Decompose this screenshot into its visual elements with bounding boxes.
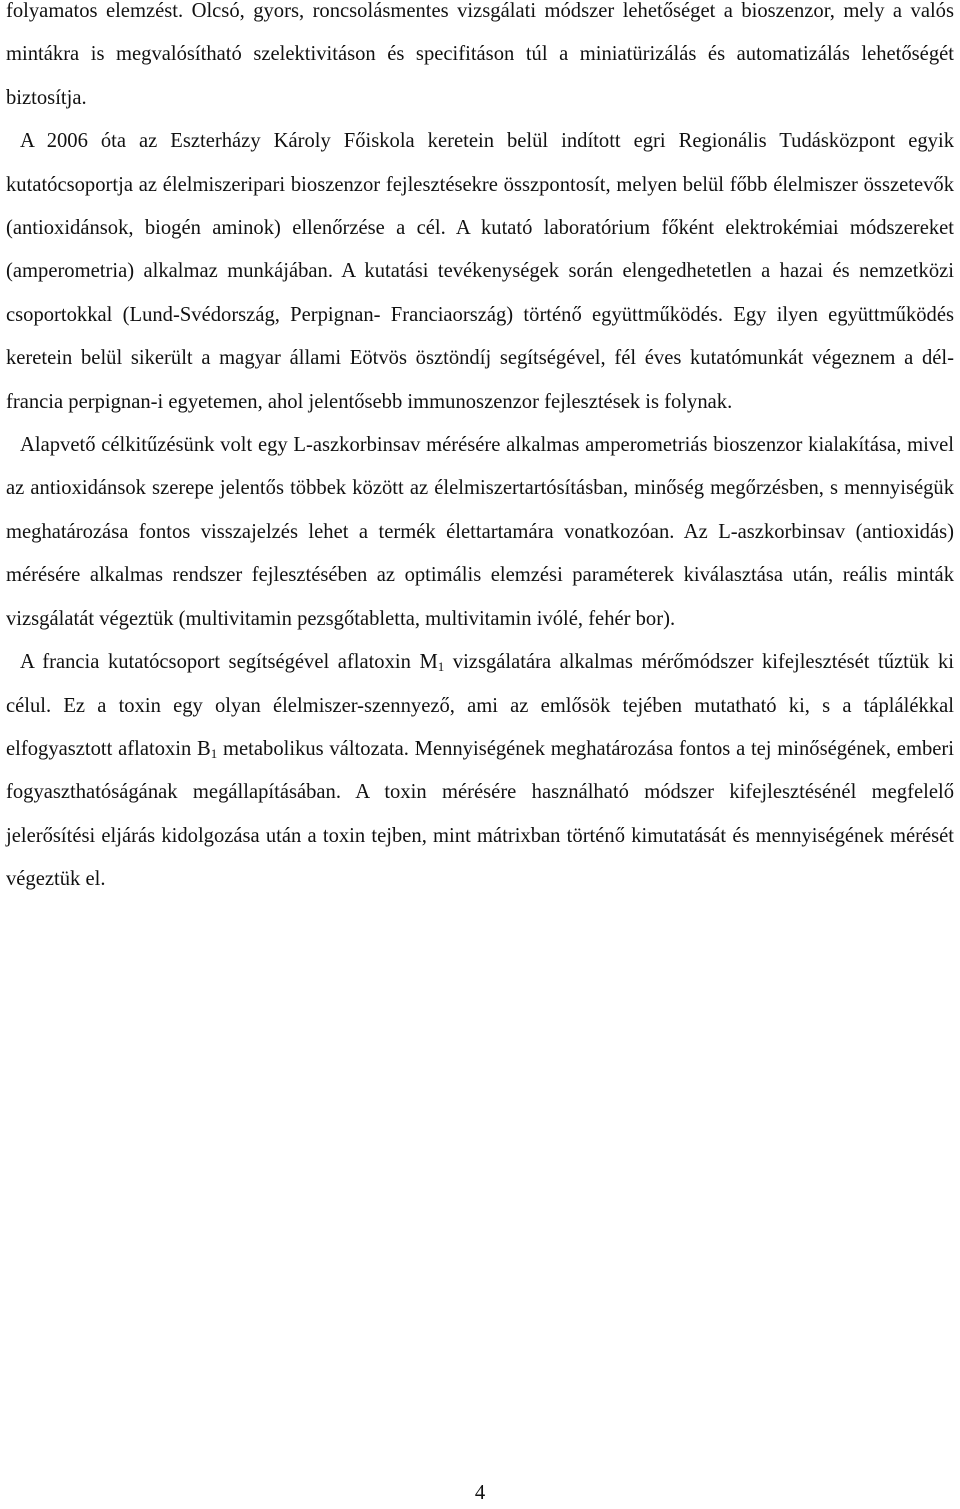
aflatoxin-text-part-2: vizsgálatára alkalmas mérőmódszer kifejlesztését tűztük ki célul. Ez a toxin egy olyan élelmiszer-szennyező, ami az emlősök tejében mutatható ki, s a táplálékkal elfogyasztott aflatoxin B [6,651,954,760]
subscript-m1: 1 [437,659,445,675]
page-number: 4 [474,1482,486,1504]
aflatoxin-text-part-1: A francia kutatócsoport segítségével aflatoxin M [20,651,438,674]
paragraph-intro-continued: folyamatos elemzést. Olcsó, gyors, roncsolásmentes vizsgálati módszer lehetőséget a bioszenzor, mely a valós mintákra is megvalósítható szelektivitáson és specifitáson túl a miniatürizálás és automatizálás lehetőségét biztosítja. [6,0,954,109]
paragraph-ascorbic-acid-biosensor: Alapvető célkitűzésünk volt egy L-aszkorbinsav mérésére alkalmas amperometriás bioszenzor kialakítása, mivel az antioxidánsok szerepe jelentős többek között az élelmiszertartósításban, minőség megőrzésben, s mennyiségük meghatározása fontos visszajelzés lehet a termék élettartamára vonatkozóan. Az L-aszkorbinsav (antioxidás) mérésére alkalmas rendszer fejlesztésében az optimális elemzési paraméterek kiválasztása után, reális minták vizsgálatát végeztük (multivitamin pezsgőtabletta, multivitamin ivólé, fehér bor). [6,434,954,630]
paragraph-regional-center: A 2006 óta az Eszterházy Károly Főiskola keretein belül indított egri Regionális Tudásközpont egyik kutatócsoportja az élelmiszeripari bioszenzor fejlesztésekre összpontosít, melyen belül főbb élelmiszer összetevők (antioxidánsok, biogén aminok) ellenőrzése a cél. A kutató laboratórium főként elektrokémiai módszereket (amperometria) alkalmaz munkájában. A kutatási tevékenységek során elengedhetetlen a hazai és nemzetközi csoportokkal (Lund-Svédország, Perpignan- Franciaország) történő együttműködés. Egy ilyen együttműködés keretein belül sikerült a magyar állami Eötvös ösztöndíj segítségével, fél éves kutatómunkát végeznem a dél-francia perpignan-i egyetemen, ahol jelentősebb immunoszenzor fejlesztések is folynak. [6,130,954,413]
aflatoxin-text-part-3: metabolikus változata. Mennyiségének meghatározása fontos a tej minőségének, emberi fogyaszthatóságának megállapításában. A toxin mérésére használható módszer kifejlesztésénél megfelelő jelerősítési eljárás kidolgozása után a toxin tejben, mint mátrixban történő kimutatását és mennyiségének mérését végeztük el. [6,737,954,891]
subscript-b1: 1 [210,745,218,761]
document-page [6,0,954,1509]
paragraph-aflatoxin [6,641,954,901]
